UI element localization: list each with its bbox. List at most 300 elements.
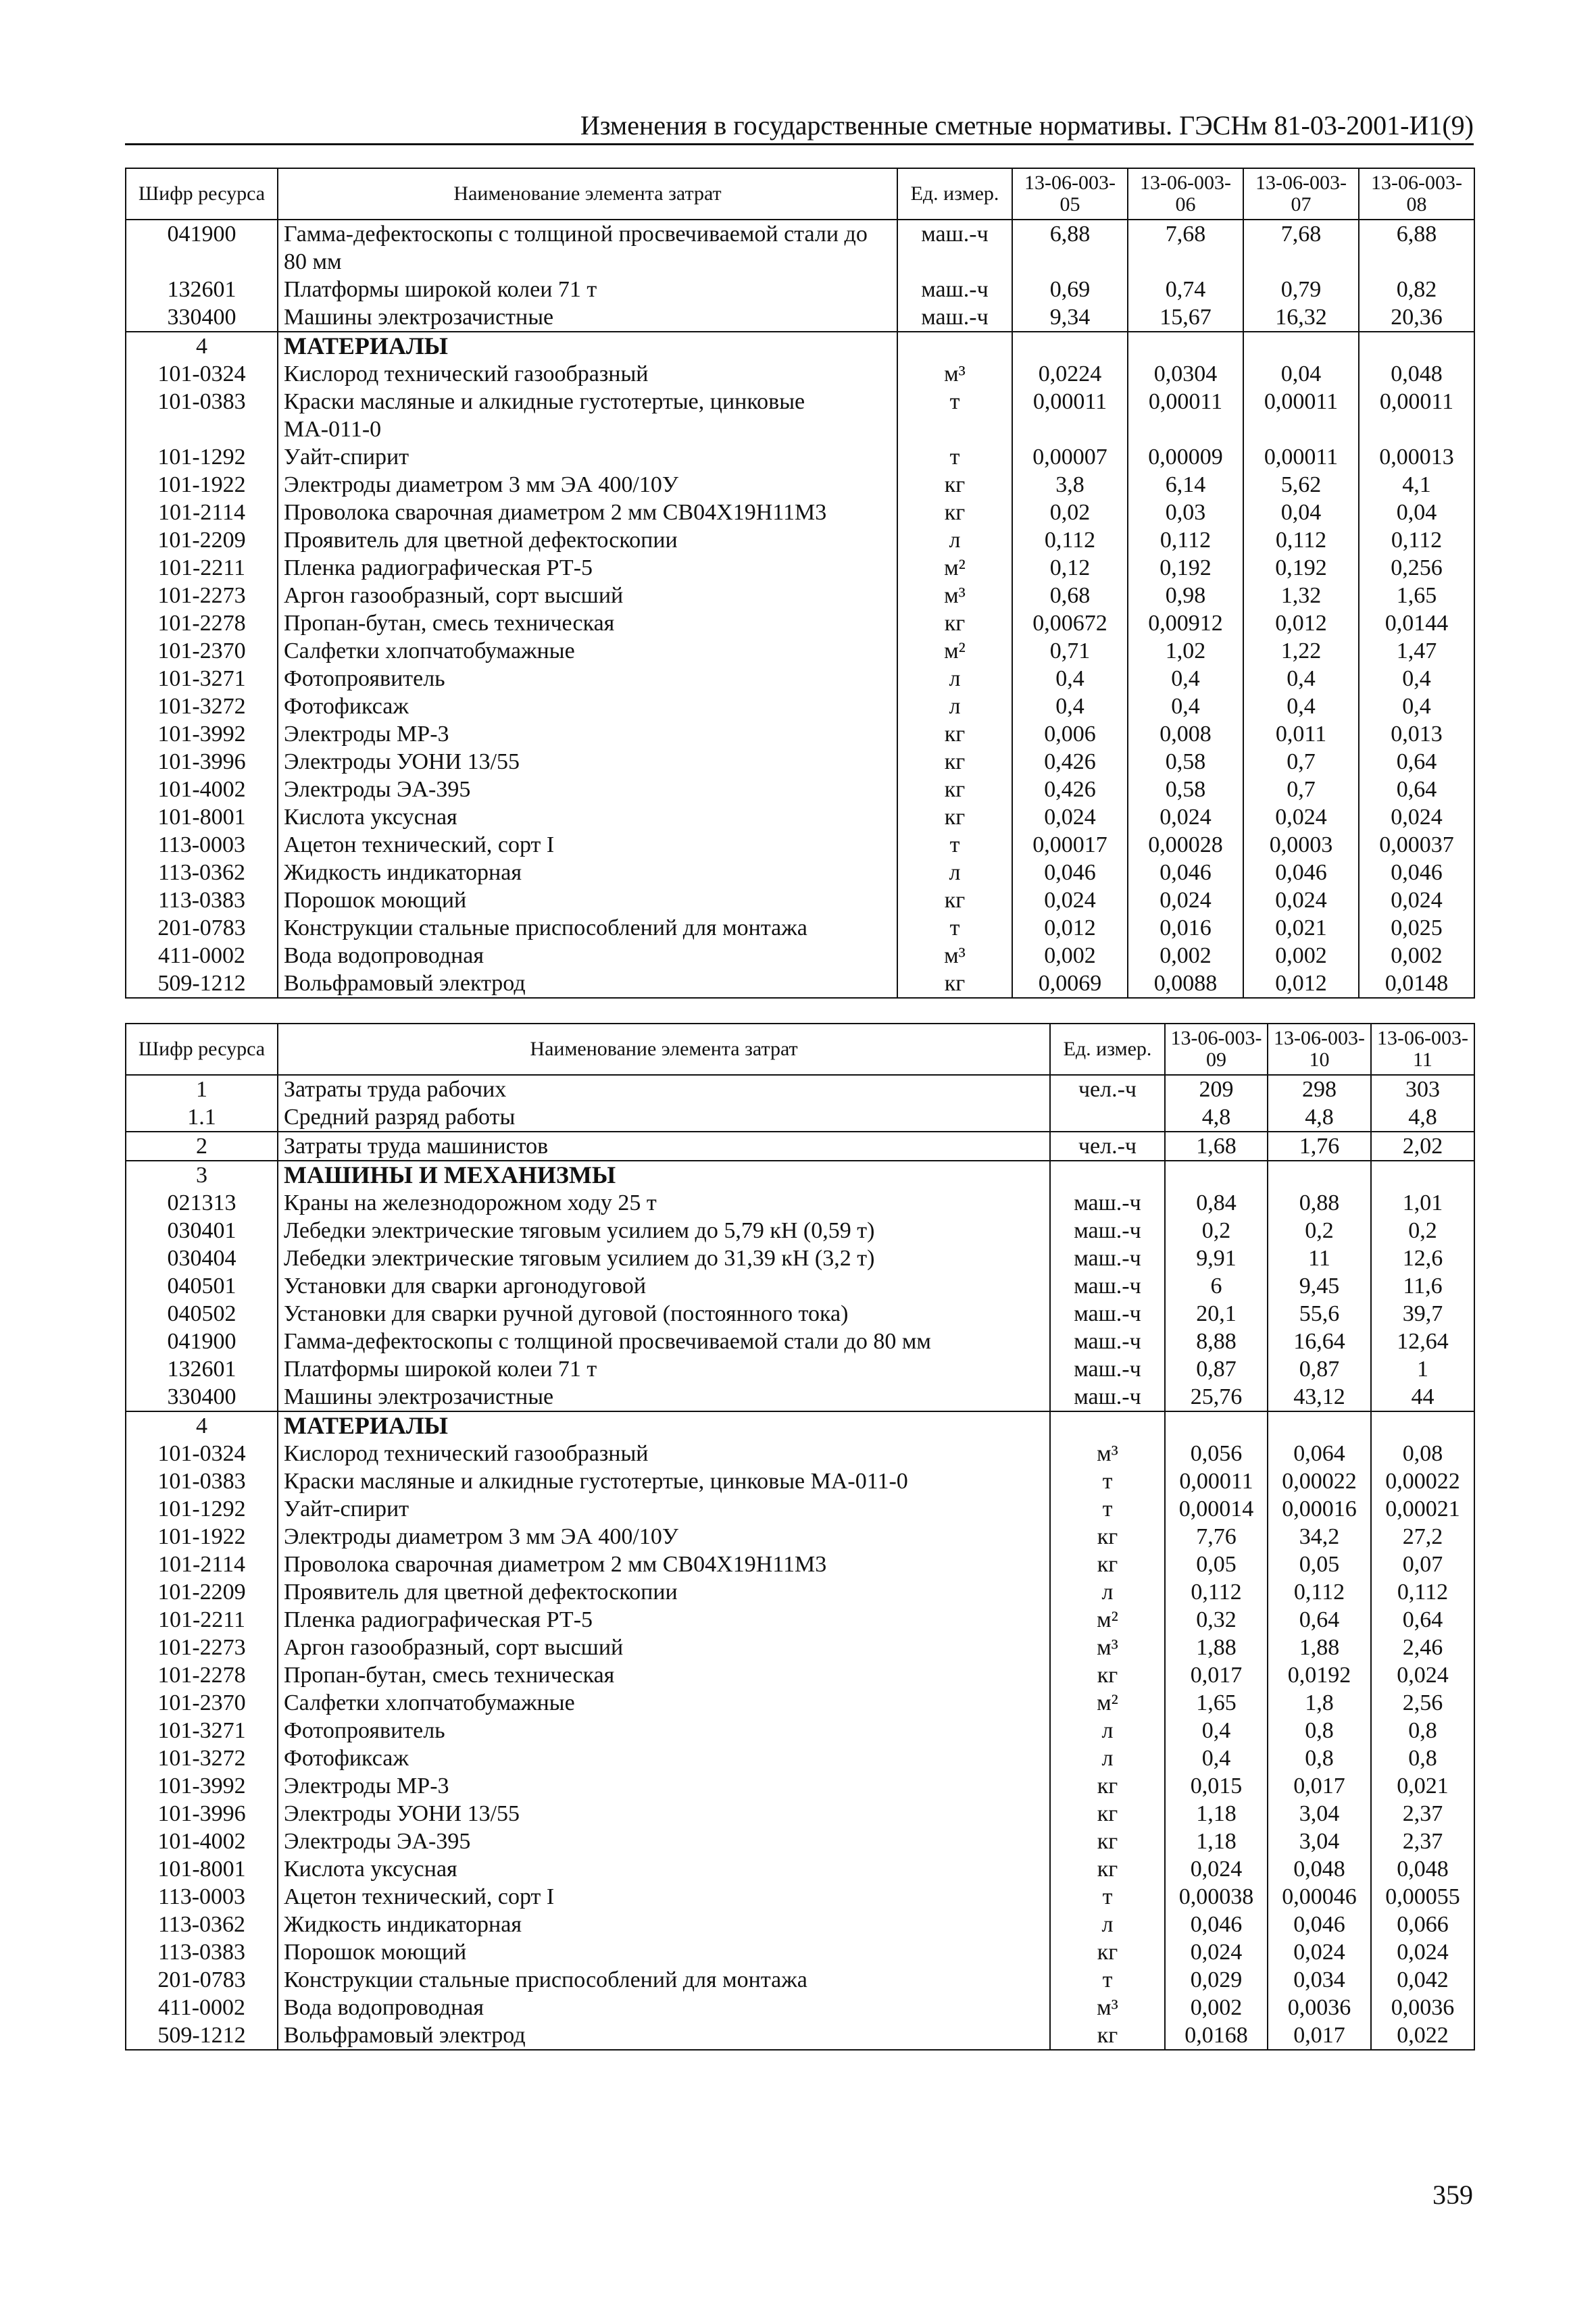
norm-value: 0,4 <box>1165 1717 1268 1744</box>
norm-value: 0,2 <box>1268 1217 1371 1244</box>
cost-element-name: Пленка радиографическая РТ-5 <box>278 1606 1050 1634</box>
resource-code: 101-3271 <box>126 665 278 693</box>
unit: т <box>1050 1467 1165 1495</box>
section-row <box>126 1161 1474 1189</box>
norm-value: 0,74 <box>1128 276 1243 303</box>
unit: кг <box>1050 1661 1165 1689</box>
cost-element-name: Электроды УОНИ 13/55 <box>278 748 897 776</box>
norm-value: 0,042 <box>1371 1966 1474 1994</box>
norm-value: 0,03 <box>1128 499 1243 526</box>
cost-element-name: Салфетки хлопчатобумажные <box>278 637 897 665</box>
norm-value: 11 <box>1268 1244 1371 1272</box>
unit: чел.-ч <box>1050 1132 1165 1161</box>
section-title: МАТЕРИАЛЫ <box>278 332 897 360</box>
norm-value: 0,4 <box>1243 693 1359 720</box>
table-row <box>126 1689 1474 1717</box>
norm-value: 0,0144 <box>1359 609 1474 637</box>
resource-code: 101-1292 <box>126 1495 278 1523</box>
resource-code: 330400 <box>126 1383 278 1411</box>
table-row <box>126 582 1474 609</box>
resource-code: 411-0002 <box>126 942 278 970</box>
table-row <box>126 803 1474 831</box>
resource-code: 041900 <box>126 220 278 276</box>
norm-value: 6 <box>1165 1272 1268 1300</box>
resource-code: 201-0783 <box>126 914 278 942</box>
table-row <box>126 720 1474 748</box>
resource-code: 101-2209 <box>126 526 278 554</box>
norm-value: 1,22 <box>1243 637 1359 665</box>
norm-value: 0,71 <box>1012 637 1128 665</box>
norm-value: 1,88 <box>1268 1634 1371 1661</box>
resource-code: 101-8001 <box>126 803 278 831</box>
norm-value: 0,024 <box>1012 886 1128 914</box>
table-row <box>126 1440 1474 1467</box>
resource-code: 030401 <box>126 1217 278 1244</box>
norm-value: 0,84 <box>1165 1189 1268 1217</box>
unit: кг <box>897 776 1012 803</box>
norm-value: 0,024 <box>1243 886 1359 914</box>
resource-code: 101-8001 <box>126 1855 278 1883</box>
norm-value: 0,0224 <box>1012 360 1128 388</box>
norm-value: 0,68 <box>1012 582 1128 609</box>
norm-value: 0,04 <box>1243 499 1359 526</box>
resource-code: 021313 <box>126 1189 278 1217</box>
table-row <box>126 443 1474 471</box>
norm-value: 0,013 <box>1359 720 1474 748</box>
norm-value: 0,00007 <box>1012 443 1128 471</box>
norm-value: 0,00037 <box>1359 831 1474 859</box>
norm-value: 0,192 <box>1243 554 1359 582</box>
norm-value: 34,2 <box>1268 1523 1371 1551</box>
section-row <box>126 332 1474 360</box>
norm-value: 0,046 <box>1165 1911 1268 1938</box>
unit: кг <box>897 886 1012 914</box>
table-row <box>126 1189 1474 1217</box>
table-row <box>126 220 1474 276</box>
unit: кг <box>1050 1938 1165 1966</box>
table-row <box>126 1383 1474 1411</box>
cost-element-name: Вольфрамовый электрод <box>278 970 897 998</box>
norm-value: 0,0036 <box>1371 1994 1474 2021</box>
norm-value <box>1165 1161 1268 1189</box>
norm-value: 0,426 <box>1012 748 1128 776</box>
table-row <box>126 1523 1474 1551</box>
cost-element-name: Электроды МР-3 <box>278 720 897 748</box>
norm-value: 0,021 <box>1243 914 1359 942</box>
unit: л <box>1050 1744 1165 1772</box>
resource-code: 101-2370 <box>126 1689 278 1717</box>
norm-value: 0,00017 <box>1012 831 1128 859</box>
table-row <box>126 499 1474 526</box>
cost-element-name: Пропан-бутан, смесь техническая <box>278 1661 1050 1689</box>
table-row <box>126 1578 1474 1606</box>
norm-value: 209 <box>1165 1075 1268 1103</box>
unit <box>897 332 1012 360</box>
norm-value: 0,04 <box>1243 360 1359 388</box>
norm-value: 2,46 <box>1371 1634 1474 1661</box>
norm-value: 0,002 <box>1012 942 1128 970</box>
resource-code: 101-3272 <box>126 1744 278 1772</box>
cost-element-name: Машины электрозачистные <box>278 303 897 332</box>
cost-element-name: Ацетон технический, сорт I <box>278 831 897 859</box>
norm-value: 0,4 <box>1243 665 1359 693</box>
norm-value: 1,65 <box>1359 582 1474 609</box>
norm-value: 0,64 <box>1359 748 1474 776</box>
unit: кг <box>897 499 1012 526</box>
table-row <box>126 1855 1474 1883</box>
norm-value: 1,47 <box>1359 637 1474 665</box>
resource-code: 101-0324 <box>126 360 278 388</box>
table-row <box>126 1828 1474 1855</box>
norm-value: 0,112 <box>1371 1578 1474 1606</box>
norm-value: 0,012 <box>1012 914 1128 942</box>
norm-value: 0,7 <box>1243 748 1359 776</box>
cost-element-name: Фотопроявитель <box>278 1717 1050 1744</box>
resource-code: 101-2370 <box>126 637 278 665</box>
column-header-norm: 13-06-003-08 <box>1359 168 1474 220</box>
norm-value: 0,012 <box>1243 609 1359 637</box>
unit: кг <box>897 720 1012 748</box>
column-header-norm: 13-06-003-07 <box>1243 168 1359 220</box>
resource-code: 101-2114 <box>126 499 278 526</box>
norm-value: 4,8 <box>1371 1103 1474 1132</box>
norm-value <box>1128 332 1243 360</box>
unit: л <box>1050 1717 1165 1744</box>
norm-value: 3,04 <box>1268 1828 1371 1855</box>
norm-value: 9,45 <box>1268 1272 1371 1300</box>
norm-value: 0,002 <box>1165 1994 1268 2021</box>
table-row <box>126 360 1474 388</box>
resource-code: 101-3271 <box>126 1717 278 1744</box>
column-header-norm: 13-06-003-10 <box>1268 1024 1371 1075</box>
norm-value: 0,008 <box>1128 720 1243 748</box>
norm-value: 0,0036 <box>1268 1994 1371 2021</box>
norm-value: 0,192 <box>1128 554 1243 582</box>
norm-value: 0,08 <box>1371 1440 1474 1467</box>
norm-value: 0,00011 <box>1165 1467 1268 1495</box>
norm-value: 2,37 <box>1371 1800 1474 1828</box>
norm-value: 0,0069 <box>1012 970 1128 998</box>
resource-code: 101-2273 <box>126 582 278 609</box>
unit: маш.-ч <box>1050 1217 1165 1244</box>
cost-element-name: Пропан-бутан, смесь техническая <box>278 609 897 637</box>
norm-value: 0,00011 <box>1012 388 1128 443</box>
norm-value: 0,0168 <box>1165 2021 1268 2050</box>
table-header-row <box>126 1024 1474 1075</box>
resource-code: 040501 <box>126 1272 278 1300</box>
table-row <box>126 1467 1474 1495</box>
resource-code: 101-0324 <box>126 1440 278 1467</box>
unit: т <box>897 831 1012 859</box>
running-header: Изменения в государственные сметные нормативы. ГЭСНм 81-03-2001-И1(9) <box>125 108 1474 145</box>
table-row <box>126 1495 1474 1523</box>
table-row <box>126 1883 1474 1911</box>
norm-value: 44 <box>1371 1383 1474 1411</box>
table-row <box>126 1551 1474 1578</box>
norm-value: 0,024 <box>1359 803 1474 831</box>
cost-element-name: Вода водопроводная <box>278 1994 1050 2021</box>
norm-value: 0,2 <box>1165 1217 1268 1244</box>
resource-code: 1 <box>126 1075 278 1103</box>
unit: т <box>1050 1966 1165 1994</box>
norm-value: 0,0148 <box>1359 970 1474 998</box>
cost-element-name: Кислород технический газообразный <box>278 1440 1050 1467</box>
norm-value: 0,002 <box>1359 942 1474 970</box>
table-row <box>126 276 1474 303</box>
norm-value: 0,112 <box>1165 1578 1268 1606</box>
unit: т <box>897 388 1012 443</box>
norm-value: 0,022 <box>1371 2021 1474 2050</box>
norm-value: 0,00016 <box>1268 1495 1371 1523</box>
norm-value: 1,02 <box>1128 637 1243 665</box>
table-header-row <box>126 168 1474 220</box>
unit: м³ <box>897 360 1012 388</box>
resource-code: 101-2211 <box>126 1606 278 1634</box>
norm-value: 0,017 <box>1165 1661 1268 1689</box>
cost-element-name: Затраты труда рабочих <box>278 1075 1050 1103</box>
unit: м³ <box>897 582 1012 609</box>
column-header-code: Шифр ресурса <box>126 168 278 220</box>
unit: кг <box>897 471 1012 499</box>
table-row <box>126 776 1474 803</box>
norm-value: 0,64 <box>1268 1606 1371 1634</box>
norm-value: 0,00021 <box>1371 1495 1474 1523</box>
resource-code: 509-1212 <box>126 970 278 998</box>
norm-value: 0,79 <box>1243 276 1359 303</box>
norm-value: 1,18 <box>1165 1800 1268 1828</box>
norm-value: 0,82 <box>1359 276 1474 303</box>
norm-value: 0,056 <box>1165 1440 1268 1467</box>
norm-value: 0,00028 <box>1128 831 1243 859</box>
norm-value: 12,64 <box>1371 1328 1474 1355</box>
norm-value: 0,00912 <box>1128 609 1243 637</box>
unit <box>1050 1161 1165 1189</box>
column-header-name: Наименование элемента затрат <box>278 168 897 220</box>
unit: м² <box>1050 1606 1165 1634</box>
norm-value: 1,88 <box>1165 1634 1268 1661</box>
unit: маш.-ч <box>1050 1328 1165 1355</box>
resource-code: 101-2278 <box>126 609 278 637</box>
table-row <box>126 1772 1474 1800</box>
table-row <box>126 1911 1474 1938</box>
norm-value: 0,0304 <box>1128 360 1243 388</box>
resource-code: 113-0383 <box>126 886 278 914</box>
cost-element-name: Установки для сварки ручной дуговой (постоянного тока) <box>278 1300 1050 1328</box>
norm-value: 0,024 <box>1371 1661 1474 1689</box>
norm-value: 0,024 <box>1268 1938 1371 1966</box>
column-header-name: Наименование элемента затрат <box>278 1024 1050 1075</box>
table-row <box>126 1994 1474 2021</box>
norm-value: 0,4 <box>1165 1744 1268 1772</box>
norm-value: 0,00672 <box>1012 609 1128 637</box>
norm-value: 3,04 <box>1268 1800 1371 1828</box>
unit: маш.-ч <box>1050 1300 1165 1328</box>
norm-value: 0,002 <box>1243 942 1359 970</box>
norm-value: 0,024 <box>1128 803 1243 831</box>
table-row <box>126 1272 1474 1300</box>
table-row <box>126 831 1474 859</box>
cost-element-name: Платформы широкой колеи 71 т <box>278 1355 1050 1383</box>
unit: кг <box>1050 1523 1165 1551</box>
norm-value: 0,024 <box>1359 886 1474 914</box>
norm-value: 16,32 <box>1243 303 1359 332</box>
norm-value: 0,046 <box>1128 859 1243 886</box>
norm-value: 4,8 <box>1268 1103 1371 1132</box>
norm-value: 0,8 <box>1371 1717 1474 1744</box>
norm-value: 1,65 <box>1165 1689 1268 1717</box>
norm-value: 4,1 <box>1359 471 1474 499</box>
norm-value: 0,58 <box>1128 776 1243 803</box>
norm-value: 43,12 <box>1268 1383 1371 1411</box>
cost-element-name: Жидкость индикаторная <box>278 859 897 886</box>
cost-element-name: Проявитель для цветной дефектоскопии <box>278 526 897 554</box>
cost-element-name: Уайт-спирит <box>278 1495 1050 1523</box>
table-row <box>126 1328 1474 1355</box>
norm-value: 0,58 <box>1128 748 1243 776</box>
resource-code: 101-3992 <box>126 1772 278 1800</box>
resource-code: 101-3992 <box>126 720 278 748</box>
table-row <box>126 609 1474 637</box>
unit: м³ <box>1050 1994 1165 2021</box>
norm-value: 0,112 <box>1359 526 1474 554</box>
norm-value: 12,6 <box>1371 1244 1474 1272</box>
norm-value <box>1371 1161 1474 1189</box>
resource-code: 411-0002 <box>126 1994 278 2021</box>
table-row <box>126 970 1474 998</box>
norm-value: 0,0192 <box>1268 1661 1371 1689</box>
norm-value: 0,046 <box>1268 1911 1371 1938</box>
unit: м³ <box>1050 1634 1165 1661</box>
resource-code: 3 <box>126 1161 278 1189</box>
norm-value: 0,12 <box>1012 554 1128 582</box>
norm-value: 0,112 <box>1128 526 1243 554</box>
cost-element-name: Салфетки хлопчатобумажные <box>278 1689 1050 1717</box>
norm-value: 0,066 <box>1371 1911 1474 1938</box>
norm-value: 0,4 <box>1012 665 1128 693</box>
unit: чел.-ч <box>1050 1075 1165 1103</box>
resource-code: 101-1922 <box>126 1523 278 1551</box>
norm-value: 0,05 <box>1268 1551 1371 1578</box>
cost-element-name: Жидкость индикаторная <box>278 1911 1050 1938</box>
resource-code: 113-0383 <box>126 1938 278 1966</box>
cost-element-name: Краны на железнодорожном ходу 25 т <box>278 1189 1050 1217</box>
page-number: 359 <box>1432 2180 1473 2210</box>
unit: кг <box>897 609 1012 637</box>
norm-value: 0,4 <box>1359 665 1474 693</box>
norm-value: 0,015 <box>1165 1772 1268 1800</box>
unit: м³ <box>897 942 1012 970</box>
norm-value: 0,046 <box>1243 859 1359 886</box>
cost-element-name: Проволока сварочная диаметром 2 мм СВ04Х19Н11М3 <box>278 1551 1050 1578</box>
norm-value: 0,025 <box>1359 914 1474 942</box>
table-row <box>126 859 1474 886</box>
norm-value: 0,426 <box>1012 776 1128 803</box>
section-title: МАШИНЫ И МЕХАНИЗМЫ <box>278 1161 1050 1189</box>
norm-value <box>1268 1161 1371 1189</box>
norm-value: 0,4 <box>1359 693 1474 720</box>
norm-value: 0,048 <box>1359 360 1474 388</box>
table-row <box>126 1217 1474 1244</box>
table-row <box>126 1661 1474 1689</box>
cost-element-name: Электроды УОНИ 13/55 <box>278 1800 1050 1828</box>
norm-value: 0,021 <box>1371 1772 1474 1800</box>
norm-value: 0,011 <box>1243 720 1359 748</box>
norm-value: 2,02 <box>1371 1132 1474 1161</box>
table-row <box>126 748 1474 776</box>
norm-value: 0,04 <box>1359 499 1474 526</box>
norm-value: 0,017 <box>1268 1772 1371 1800</box>
norm-value: 0,024 <box>1128 886 1243 914</box>
resource-code: 2 <box>126 1132 278 1161</box>
unit <box>1050 1103 1165 1132</box>
norm-value: 0,256 <box>1359 554 1474 582</box>
table-row <box>126 1244 1474 1272</box>
cost-element-name: Лебедки электрические тяговым усилием до 31,39 кН (3,2 т) <box>278 1244 1050 1272</box>
norm-value: 15,67 <box>1128 303 1243 332</box>
cost-element-name: Гамма-дефектоскопы с толщиной просвечиваемой стали до 80 мм <box>278 1328 1050 1355</box>
unit: кг <box>1050 1800 1165 1828</box>
cost-element-name: Средний разряд работы <box>278 1103 1050 1132</box>
norm-value: 0,00038 <box>1165 1883 1268 1911</box>
cost-element-name: Конструкции стальные приспособлений для монтажа <box>278 1966 1050 1994</box>
norm-value: 3,8 <box>1012 471 1128 499</box>
cost-element-name: Фотофиксаж <box>278 693 897 720</box>
norm-value: 0,048 <box>1371 1855 1474 1883</box>
cost-element-name: Гамма-дефектоскопы с толщиной просвечиваемой стали до 80 мм <box>278 220 897 276</box>
resource-code: 101-2278 <box>126 1661 278 1689</box>
norm-value: 0,024 <box>1243 803 1359 831</box>
norm-value: 0,98 <box>1128 582 1243 609</box>
cost-element-name: Кислород технический газообразный <box>278 360 897 388</box>
norm-value: 0,034 <box>1268 1966 1371 1994</box>
table-row <box>126 1300 1474 1328</box>
unit: маш.-ч <box>897 303 1012 332</box>
resource-table-1 <box>125 168 1475 999</box>
norm-value: 0,05 <box>1165 1551 1268 1578</box>
cost-element-name: Краски масляные и алкидные густотертые, цинковые МА-011-0 <box>278 1467 1050 1495</box>
norm-value: 0,4 <box>1128 693 1243 720</box>
norm-value <box>1268 1411 1371 1440</box>
cost-element-name: Уайт-спирит <box>278 443 897 471</box>
unit: кг <box>897 803 1012 831</box>
norm-value: 0,0088 <box>1128 970 1243 998</box>
unit: маш.-ч <box>1050 1272 1165 1300</box>
cost-element-name: Электроды МР-3 <box>278 1772 1050 1800</box>
cost-element-name: Порошок моющий <box>278 886 897 914</box>
table-row <box>126 1744 1474 1772</box>
resource-code: 101-3272 <box>126 693 278 720</box>
norm-value: 0,69 <box>1012 276 1128 303</box>
cost-element-name: Затраты труда машинистов <box>278 1132 1050 1161</box>
unit: кг <box>1050 1855 1165 1883</box>
norm-value: 0,8 <box>1268 1744 1371 1772</box>
unit: м² <box>897 637 1012 665</box>
unit: кг <box>1050 1828 1165 1855</box>
norm-value: 7,76 <box>1165 1523 1268 1551</box>
norm-value: 5,62 <box>1243 471 1359 499</box>
resource-code: 1.1 <box>126 1103 278 1132</box>
norm-value: 7,68 <box>1243 220 1359 276</box>
norm-value: 298 <box>1268 1075 1371 1103</box>
cost-element-name: Порошок моющий <box>278 1938 1050 1966</box>
unit: м² <box>1050 1689 1165 1717</box>
norm-value: 0,016 <box>1128 914 1243 942</box>
unit: маш.-ч <box>1050 1355 1165 1383</box>
resource-code: 101-2209 <box>126 1578 278 1606</box>
norm-value: 0,012 <box>1243 970 1359 998</box>
norm-value: 0,112 <box>1243 526 1359 554</box>
norm-value: 1 <box>1371 1355 1474 1383</box>
